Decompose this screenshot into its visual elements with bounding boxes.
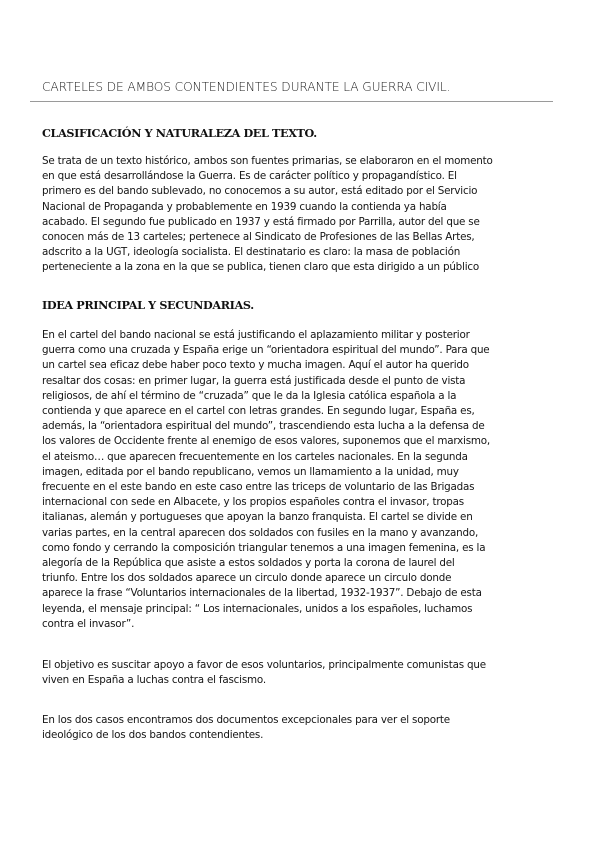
text-line: En los dos casos encontramos dos documentos excepcionales para ver el soporte	[42, 714, 450, 726]
text-line: perteneciente a la zona en la que se publica, tienen claro que esta dirigido a un público	[42, 261, 480, 274]
text-line: varias partes, en la central aparecen dos soldados con fusiles en la mano y avanzando,	[42, 526, 479, 539]
text-line: frecuente en el este bando en este caso entre las triceps de voluntario de las Brigadas	[42, 481, 475, 494]
text-line: italianas, alemán y portugueses que apoyan la banzo franquista. El cartel se divide en	[42, 511, 473, 524]
text-line: en que está desarrollándose la Guerra. Es de carácter político y propagandístico. El	[42, 170, 457, 183]
section-heading-classification: CLASIFICACIÓN Y NATURALEZA DEL TEXTO.	[42, 126, 317, 140]
text-line: alegoría de la República que asiste a estos soldados y porta la corona de laurel del	[42, 557, 455, 570]
title-divider	[30, 101, 553, 102]
text-line: el ateismo… que aparecen frecuentemente en los carteles nacionales. En la segunda	[42, 450, 468, 463]
text-line: resaltar dos cosas: en primer lugar, la guerra está justificada desde el punto de vista	[42, 374, 466, 387]
text-line: los valores de Occidente frente al enemigo de esos valores, suponemos que el marxismo,	[42, 435, 491, 448]
text-line: Se trata de un texto histórico, ambos son fuentes primarias, se elaboraron en el momento	[42, 155, 493, 167]
text-line: además, la “orientadora espiritual del mundo”, trascendiendo esta lucha a la defensa de	[42, 420, 485, 433]
text-line: ideológico de los dos bandos contendientes.	[42, 729, 264, 742]
text-line: internacional con sede en Albacete, y los propios españoles contra el invasor, tropas	[42, 496, 464, 509]
text-line: como fondo y cerrando la composición triangular tenemos a una imagen femenina, es la	[42, 541, 486, 554]
text-line: leyenda, el mensaje principal: “ Los internacionales, unidos a los españoles, luchamos	[42, 602, 473, 615]
document-title: CARTELES DE AMBOS CONTENDIENTES DURANTE LA GUERRA CIVIL.	[42, 80, 451, 94]
text-line: El objetivo es suscitar apoyo a favor de esos voluntarios, principalmente comunistas que	[42, 659, 486, 671]
paragraph-main-idea	[42, 328, 562, 632]
text-line: guerra como una cruzada y España erige un “orientadora espiritual del mundo”. Para que	[42, 344, 490, 357]
paragraph-objective	[42, 658, 562, 688]
paragraph-conclusion	[42, 713, 562, 743]
section-heading-main-idea: IDEA PRINCIPAL Y SECUNDARIAS.	[42, 298, 254, 312]
text-line: conocen más de 13 carteles; pertenece al Sindicato de Profesiones de las Bellas Artes,	[42, 231, 475, 244]
text-line: En el cartel del bando nacional se está justificando el aplazamiento militar y posterior	[42, 329, 470, 341]
text-line: acabado. El segundo fue publicado en 1937 y está firmado por Parrilla, autor del que se	[42, 215, 480, 228]
text-line: imagen, editada por el bando republicano, vemos un llamamiento a la unidad, muy	[42, 465, 459, 478]
text-line: adscrito a la UGT, ideología socialista. El destinatario es claro: la masa de población	[42, 246, 461, 259]
text-line: un cartel sea eficaz debe haber poco texto y mucha imagen. Aquí el autor ha querido	[42, 359, 469, 372]
text-line: Nacional de Propaganda y probablemente en 1939 cuando la contienda ya había	[42, 200, 447, 213]
text-line: triunfo. Entre los dos soldados aparece un circulo donde aparece un circulo donde	[42, 572, 452, 585]
text-line: contienda y que aparece en el cartel con letras grandes. En segundo lugar, España es,	[42, 405, 475, 418]
text-line: aparece la frase “Voluntarios internacionales de la libertad, 1932-1937”. Debajo de esta	[42, 587, 482, 600]
text-line: contra el invasor”.	[42, 617, 135, 630]
text-line: religiosos, de ahí el término de “cruzada” que le da la Iglesia católica española a la	[42, 389, 457, 402]
paragraph-classification	[42, 154, 562, 276]
text-line: viven en España a luchas contra el fascismo.	[42, 674, 266, 687]
text-line: primero es del bando sublevado, no conocemos a su autor, está editado por el Servicio	[42, 185, 478, 198]
